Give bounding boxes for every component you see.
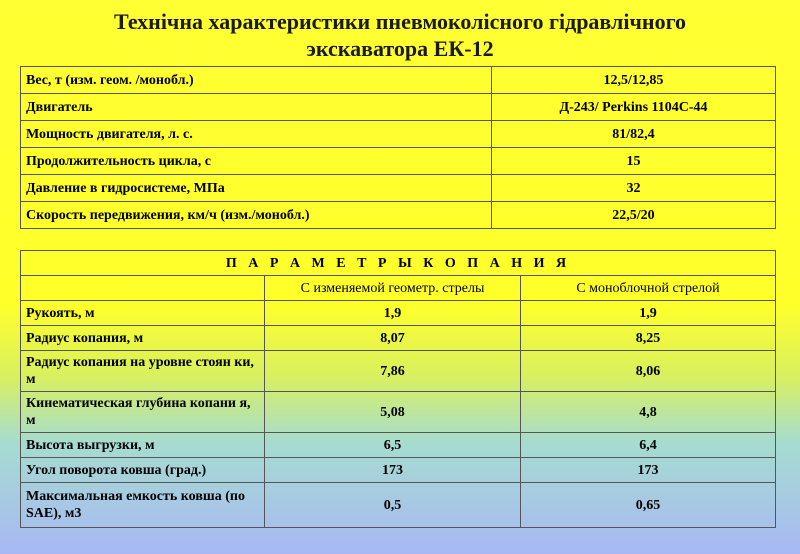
table-row <box>21 483 776 528</box>
specifications-table <box>20 66 776 229</box>
table-row <box>21 301 776 326</box>
empty-header-cell <box>21 276 265 301</box>
param-value-variable: 6,5 <box>265 433 521 458</box>
spec-label: Скорость передвижения, км/ч (изм./монобл.) <box>21 202 492 229</box>
spec-label: Двигатель <box>21 94 492 121</box>
param-label: Рукоять, м <box>21 301 265 326</box>
spec-value: Д-243/ Perkins 1104С-44 <box>492 94 776 121</box>
param-label: Максимальная емкость ковша (по SAE), м3 <box>21 483 265 528</box>
table-row <box>21 458 776 483</box>
column-header-row <box>21 276 776 301</box>
spec-value: 15 <box>492 148 776 175</box>
table-row <box>21 121 776 148</box>
param-label: Радиус копания на уровне стоян ки, м <box>21 351 265 392</box>
column-header-monoblock-boom: С моноблочной стрелой <box>521 276 776 301</box>
param-value-monoblock: 0,65 <box>521 483 776 528</box>
table-row <box>21 67 776 94</box>
page-title <box>0 8 800 62</box>
table-row <box>21 202 776 229</box>
param-value-variable: 173 <box>265 458 521 483</box>
spec-value: 22,5/20 <box>492 202 776 229</box>
param-value-variable: 5,08 <box>265 392 521 433</box>
table-header-row <box>21 251 776 276</box>
param-label: Высота выгрузки, м <box>21 433 265 458</box>
title-line-2: экскаватора ЕК-12 <box>306 36 494 61</box>
param-value-monoblock: 8,25 <box>521 326 776 351</box>
spec-value: 32 <box>492 175 776 202</box>
title-line-1: Технічна характеристики пневмоколісного гідравлічного <box>113 9 687 34</box>
param-label: Угол поворота ковша (град.) <box>21 458 265 483</box>
digging-parameters-table <box>20 250 776 528</box>
param-value-monoblock: 8,06 <box>521 351 776 392</box>
spec-label: Мощность двигателя, л. с. <box>21 121 492 148</box>
param-value-monoblock: 173 <box>521 458 776 483</box>
param-label: Радиус копания, м <box>21 326 265 351</box>
table-row <box>21 433 776 458</box>
param-value-variable: 1,9 <box>265 301 521 326</box>
spec-value: 81/82,4 <box>492 121 776 148</box>
spec-label: Вес, т (изм. геом. /монобл.) <box>21 67 492 94</box>
param-value-variable: 0,5 <box>265 483 521 528</box>
spec-value: 12,5/12,85 <box>492 67 776 94</box>
spec-label: Давление в гидросистеме, МПа <box>21 175 492 202</box>
param-value-monoblock: 1,9 <box>521 301 776 326</box>
digging-header: П А Р А М Е Т Р Ы К О П А Н И Я <box>21 251 776 276</box>
param-value-monoblock: 4,8 <box>521 392 776 433</box>
table-row <box>21 175 776 202</box>
param-value-monoblock: 6,4 <box>521 433 776 458</box>
table-row <box>21 148 776 175</box>
column-header-variable-boom: С изменяемой геометр. стрелы <box>265 276 521 301</box>
param-value-variable: 8,07 <box>265 326 521 351</box>
spec-label: Продолжительность цикла, с <box>21 148 492 175</box>
param-value-variable: 7,86 <box>265 351 521 392</box>
table-row <box>21 326 776 351</box>
param-label: Кинематическая глубина копани я, м <box>21 392 265 433</box>
table-row <box>21 392 776 433</box>
table-row <box>21 94 776 121</box>
table-row <box>21 351 776 392</box>
